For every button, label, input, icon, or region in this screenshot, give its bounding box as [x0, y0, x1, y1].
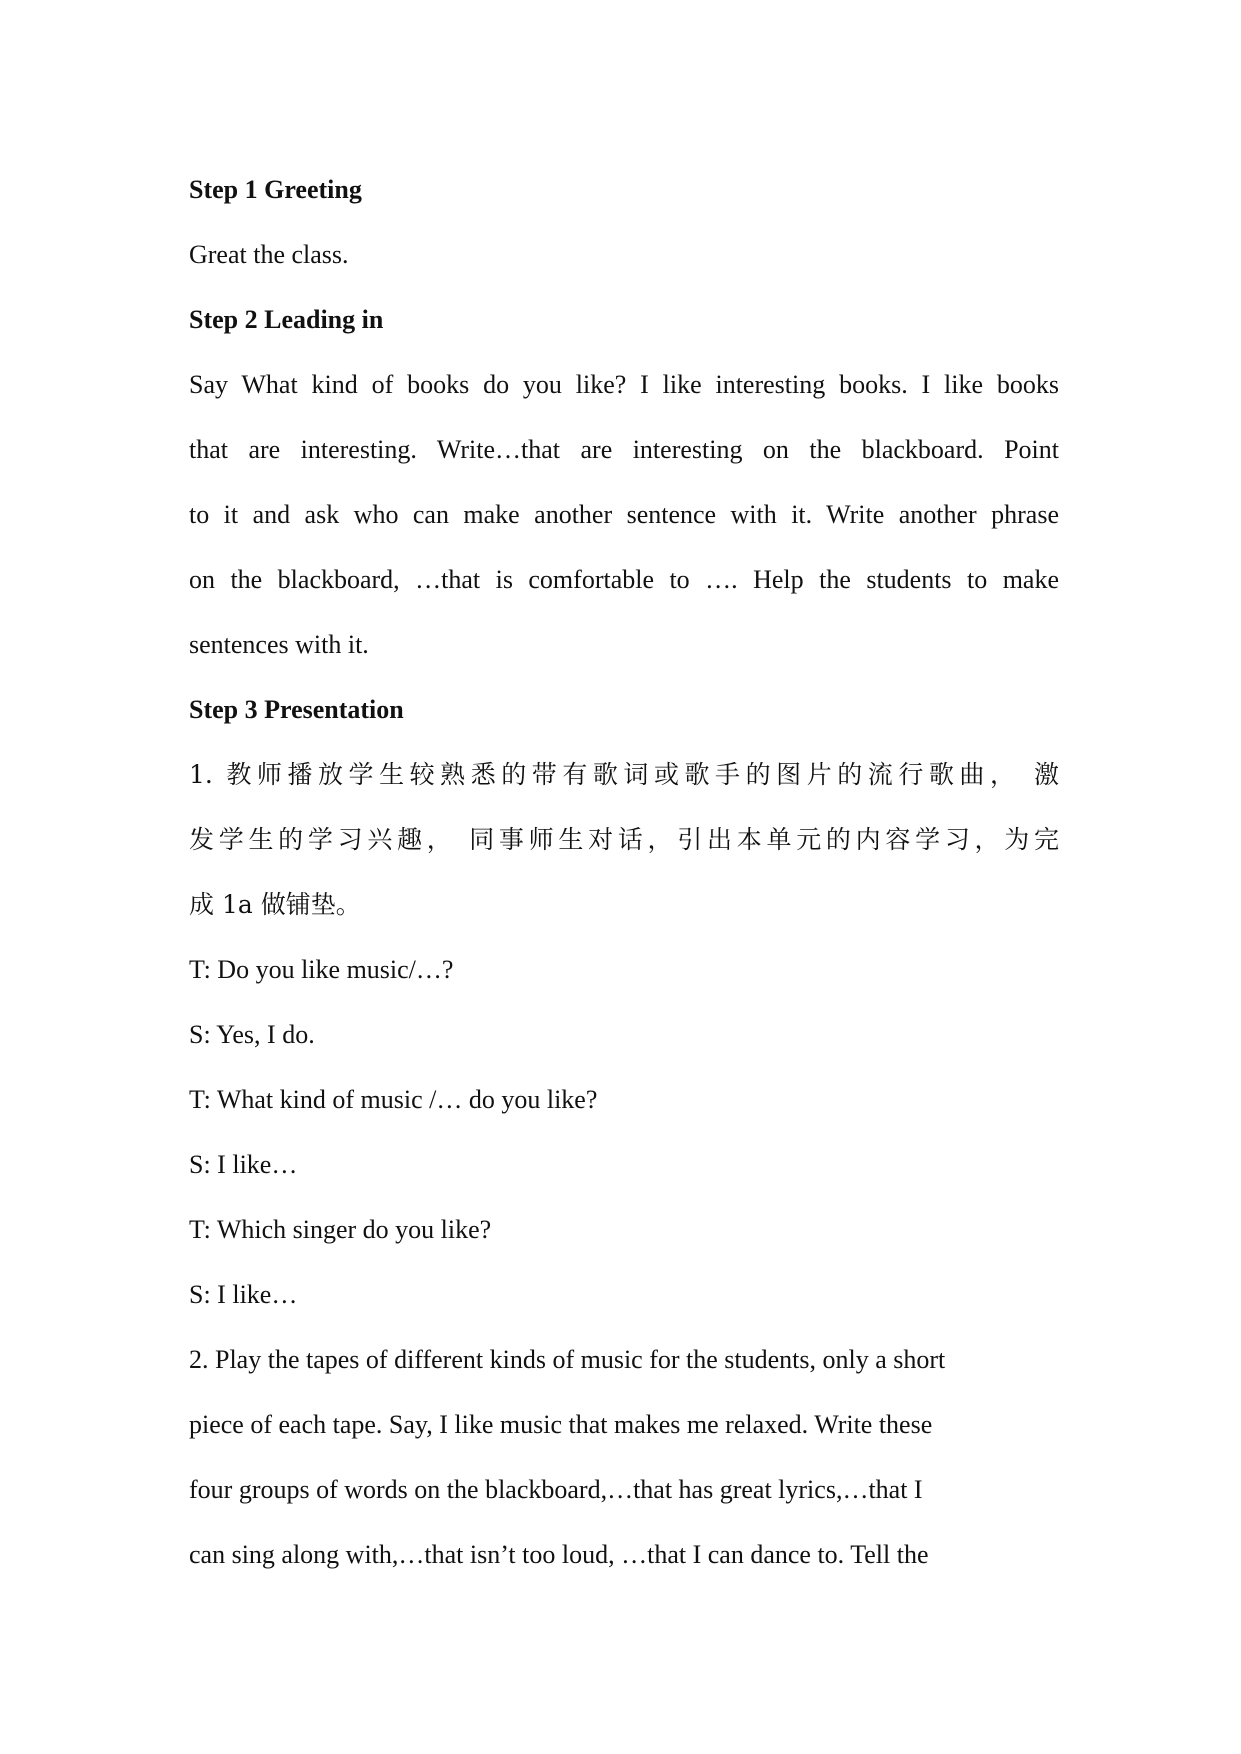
dialogue-line: S: I like… [189, 1150, 298, 1179]
dialogue-line: S: I like… [189, 1280, 298, 1309]
paragraph-line: four groups of words on the blackboard,…that has great lyrics,…that I [189, 1475, 923, 1504]
chinese-paragraph-line: 1. 教师播放学生较熟悉的带有歌词或歌手的图片的流行歌曲， 激 [189, 760, 1059, 789]
chinese-paragraph-line: 成 1a 做铺垫。 [189, 890, 361, 919]
paragraph-line: 2. Play the tapes of different kinds of music for the students, only a short [189, 1345, 946, 1374]
chinese-paragraph-line: 发学生的学习兴趣， 同事师生对话，引出本单元的内容学习，为完 [189, 825, 1059, 854]
step1-heading: Step 1 Greeting [189, 175, 362, 204]
paragraph-line: can sing along with,…that isn’t too loud, …that I can dance to. Tell the [189, 1540, 929, 1569]
step3-heading: Step 3 Presentation [189, 695, 404, 724]
paragraph-line: that are interesting. Write…that are interesting on the blackboard. Point [189, 435, 1059, 464]
dialogue-line: S: Yes, I do. [189, 1020, 315, 1049]
dialogue-line: T: Which singer do you like? [189, 1215, 492, 1244]
paragraph-line: on the blackboard, …that is comfortable to …. Help the students to make [189, 565, 1059, 594]
paragraph-line: piece of each tape. Say, I like music that makes me relaxed. Write these [189, 1410, 933, 1439]
document-page [189, 157, 1059, 1587]
paragraph-line: sentences with it. [189, 630, 369, 659]
step2-heading: Step 2 Leading in [189, 305, 384, 334]
paragraph-line: to it and ask who can make another sentence with it. Write another phrase [189, 500, 1059, 529]
paragraph-line: Say What kind of books do you like? I like interesting books. I like books [189, 370, 1059, 399]
paragraph-line: Great the class. [189, 240, 349, 269]
dialogue-line: T: What kind of music /… do you like? [189, 1085, 598, 1114]
dialogue-line: T: Do you like music/…? [189, 955, 454, 984]
